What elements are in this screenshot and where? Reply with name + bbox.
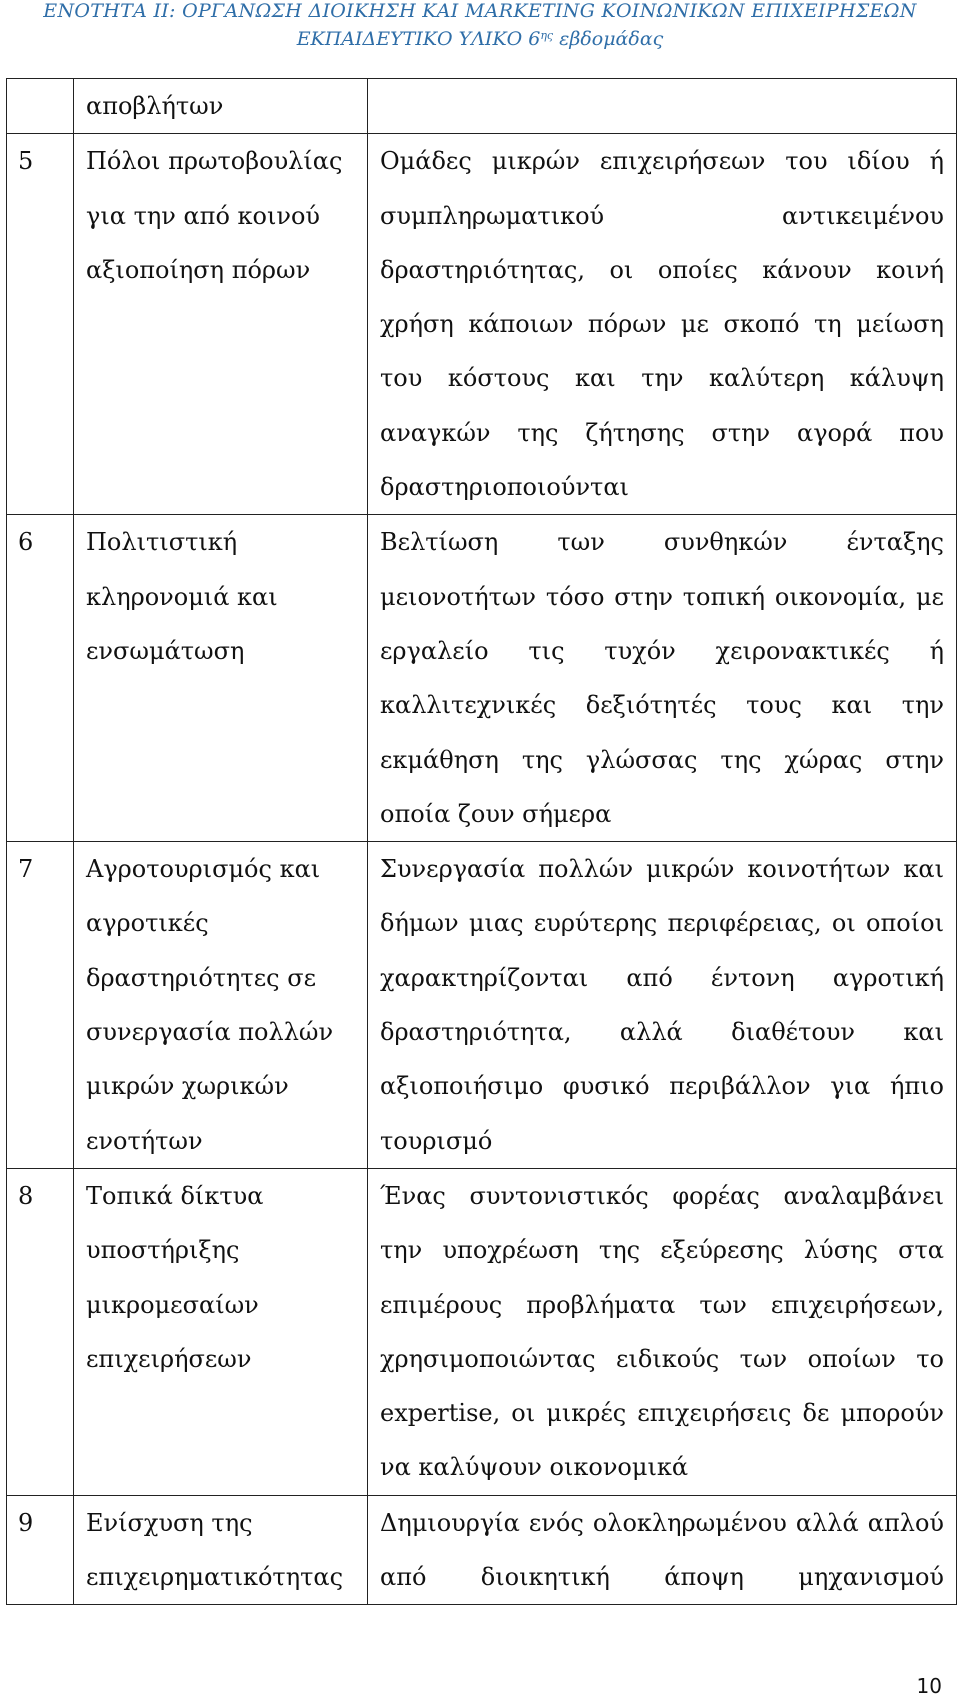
social-enterprise-types-table	[6, 78, 957, 1605]
row-name: Αγροτουρισμός και αγροτικές δραστηριότητες σε συνεργασία πολλών μικρών χωρικών ενοτήτων	[74, 842, 368, 1169]
table-row	[7, 515, 957, 842]
table-row	[7, 1168, 957, 1495]
row-description: Δημιουργία ενός ολοκληρωμένου αλλά απλού από διοικητική άποψη μηχανισμού	[368, 1495, 957, 1605]
row-description: Ένας συντονιστικός φορέας αναλαμβάνει την υποχρέωση της εξεύρεσης λύσης στα επιμέρους προβλήματα των επιχειρήσεων, χρησιμοποιώντας ειδικούς των οποίων το expertise, οι μικρές επιχειρήσεις δε μπορούν να καλύψουν οικονομικά	[368, 1168, 957, 1495]
row-name: Ενίσχυση της επιχειρηματικότητας	[74, 1495, 368, 1605]
header-material-subtitle: ΕΚΠΑΙΔΕΥΤΙΚΟ ΥΛΙΚΟ $6^{\eta\varsigma}$ εβδομάδας	[296, 28, 664, 50]
row-name: Τοπικά δίκτυα υποστήριξης μικρομεσαίων επιχειρήσεων	[74, 1168, 368, 1495]
row-number: 8	[7, 1168, 74, 1495]
row-description: Συνεργασία πολλών μικρών κοινοτήτων και δήμων μιας ευρύτερης περιφέρειας, οι οποίοι χαρακτηρίζονται από έντονη αγροτική δραστηριότητα, αλλά διαθέτουν και αξιοποιήσιμο φυσικό περιβάλλον για ήπιο τουρισμό	[368, 842, 957, 1169]
row-description: Βελτίωση των συνθηκών ένταξης μειονοτήτων τόσο στην τοπική οικονομία, με εργαλείο τις τυχόν χειρονακτικές ή καλλιτεχνικές δεξιότητές τους και την εκμάθηση της γλώσσας της χώρας στην οποία ζουν σήμερα	[368, 515, 957, 842]
row-number: 7	[7, 842, 74, 1169]
table-row	[7, 134, 957, 515]
table-row	[7, 1495, 957, 1605]
page-number: 10	[916, 1674, 942, 1698]
row-number: 9	[7, 1495, 74, 1605]
row-description: Ομάδες μικρών επιχειρήσεων του ιδίου ή συμπληρωματικού αντικειμένου δραστηριότητας, οι οποίες κάνουν κοινή χρήση κάποιων πόρων με σκοπό τη μείωση του κόστους και την καλύτερη κάλυψη αναγκών της ζήτησης στην αγορά που δραστηριοποιούνται	[368, 134, 957, 515]
row-name: Πολιτιστική κληρονομιά και ενσωμάτωση	[74, 515, 368, 842]
row-name: Πόλοι πρωτοβουλίας για την από κοινού αξιοποίηση πόρων	[74, 134, 368, 515]
row-number: 5	[7, 134, 74, 515]
row-name: αποβλήτων	[74, 79, 368, 134]
table-row	[7, 79, 957, 134]
row-number: 6	[7, 515, 74, 842]
table-row	[7, 842, 957, 1169]
row-description	[368, 79, 957, 134]
row-number	[7, 79, 74, 134]
header-course-title: ΕΝΟΤΗΤΑ ΙΙ: ΟΡΓΑΝΩΣΗ ΔΙΟΙΚΗΣΗ ΚΑΙ MARKETING ΚΟΙΝΩΝΙΚΩΝ ΕΠΙΧΕΙΡΗΣΕΩΝ	[43, 0, 917, 22]
